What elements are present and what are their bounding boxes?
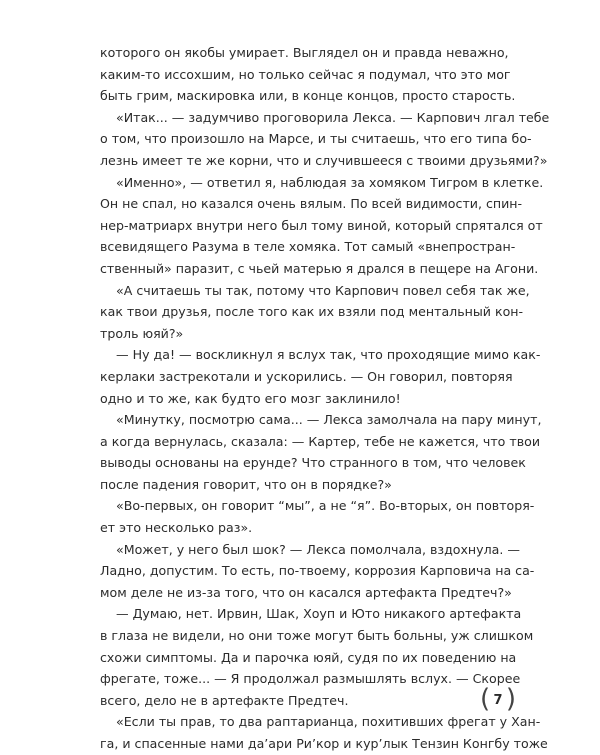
page-body-text — [100, 42, 550, 755]
text-line: ет это несколько раз». — [100, 520, 253, 536]
text-line: керлаки застрекотали и ускорились. — Он говорил, повторяя — [100, 368, 513, 384]
text-line: — Думаю, нет. Ирвин, Шак, Хоуп и Юто никакого артефакта — [116, 606, 522, 622]
text-line: как твои друзья, после того как их взяли под ментальный кон- — [100, 304, 524, 320]
page-number: ( 7 ) — [483, 686, 513, 716]
text-line: ственный» паразит, с чьей матерью я дрался в пещере на Агони. — [100, 260, 539, 276]
text-line: «Если ты прав, то два раптарианца, похитивших фрегат у Хан- — [116, 714, 541, 730]
text-line: после падения говорит, что он в порядке?» — [100, 476, 392, 492]
text-line: которого он якобы умирает. Выглядел он и правда неважно, — [100, 45, 509, 60]
text-line: га, и спасенные нами да’ари Ри’кор и кур’лык Тензин Конгбу тоже — [100, 736, 548, 751]
text-line: троль юяй?» — [100, 325, 184, 341]
text-line: а когда вернулась, сказала: — Картер, тебе не кажется, что твои — [100, 433, 541, 449]
text-line: выводы основаны на ерунде? Что странного в том, что человек — [100, 455, 526, 471]
text-line: «А считаешь ты так, потому что Карпович повел себя так же, — [116, 282, 530, 298]
text-line: нер-матриарх внутри него был тому виной, который спрятался от — [100, 217, 543, 233]
text-line: о том, что произошло на Марсе, и ты считаешь, что его типа бо- — [100, 131, 532, 147]
text-line: «Итак... — задумчиво проговорила Лекса. — Карпович лгал тебе — [116, 109, 550, 125]
text-line: схожи симптомы. Да и парочка юяй, судя по их поведению на — [100, 649, 517, 665]
text-line: всего, дело не в артефакте Предтеч. — [100, 692, 349, 708]
text-line: каким-то иссохшим, но только сейчас я подумал, что это мог — [100, 66, 511, 82]
text-line: мом деле не из-за того, что он касался артефакта Предтеч?» — [100, 584, 512, 600]
text-line: лезнь имеет те же корни, что и случившееся с твоими друзьями?» — [100, 152, 548, 168]
text-line: в глаза не видели, но они тоже могут быть больны, уж слишком — [100, 628, 534, 644]
text-line: одно и то же, как будто его мозг заклинило! — [100, 390, 401, 406]
text-line: всевидящего Разума в теле хомяка. Тот самый «внепростран- — [100, 239, 516, 255]
text-line: «Именно», — ответил я, наблюдая за хомяком Тигром в клетке. — [116, 174, 544, 190]
text-line: Он не спал, но казался очень вялым. По всей видимости, спин- — [100, 196, 523, 212]
text-line: Ладно, допустим. То есть, по-твоему, коррозия Карповича на са- — [100, 563, 535, 579]
text-line: фрегате, тоже... — Я продолжал размышлять вслух. — Скорее — [100, 671, 521, 687]
text-line: «Может, у него был шок? — Лекса помолчала, вздохнула. — — [116, 541, 520, 557]
text-line: — Ну да! — воскликнул я вслух так, что проходящие мимо как- — [116, 347, 541, 363]
text-line: «Во-первых, он говорит “мы”, а не “я”. Во-вторых, он повторя- — [116, 498, 535, 514]
text-line: быть грим, маскировка или, в конце концов, просто старость. — [100, 88, 516, 104]
text-line: «Минутку, посмотрю сама... — Лекса замолчала на пару минут, — [116, 412, 542, 428]
